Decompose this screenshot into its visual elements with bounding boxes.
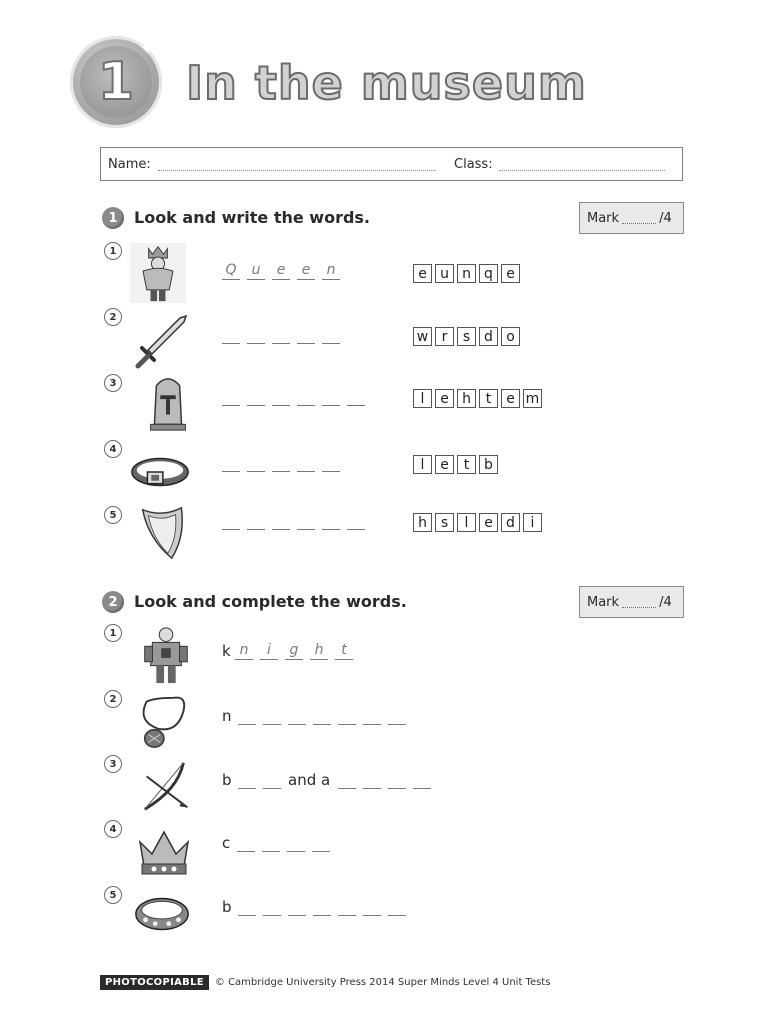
s2-item-4-number: 4 <box>104 820 122 838</box>
letter-box: e <box>501 264 520 283</box>
answer-letter: n <box>235 643 253 660</box>
crown-icon <box>134 822 194 882</box>
section-1-badge: 1 <box>102 207 124 229</box>
answer-letter: t <box>335 643 353 660</box>
footer <box>100 975 550 990</box>
s2-item-3-middle: and a <box>288 771 331 789</box>
letter-box: s <box>435 513 454 532</box>
s2-item-5-prefix: b <box>222 898 232 916</box>
sparkle-icon: ✦ <box>140 38 156 59</box>
letter-box: d <box>479 327 498 346</box>
letter-box: l <box>413 389 432 408</box>
s1-item-5-scrambled <box>413 513 542 532</box>
s2-item-1-prefix: k <box>222 642 231 660</box>
mark-score-field[interactable] <box>622 213 656 224</box>
s1-item-3-answer[interactable] <box>222 389 365 406</box>
letter-box: h <box>413 513 432 532</box>
s2-item-5-answer[interactable] <box>238 899 406 916</box>
answer-letter: i <box>260 643 278 660</box>
answer-letter: u <box>247 263 265 280</box>
s1-item-1-number: 1 <box>104 242 122 260</box>
section-2-instruction: Look and complete the words. <box>134 592 407 611</box>
s1-item-2-scrambled <box>413 327 520 346</box>
letter-box: i <box>523 513 542 532</box>
bracelet-icon <box>132 884 192 944</box>
s2-item-4-answer[interactable] <box>237 835 330 852</box>
section-2-badge: 2 <box>102 591 124 613</box>
answer-letter: h <box>310 643 328 660</box>
shield-icon <box>132 502 192 562</box>
copyright-text: © Cambridge University Press 2014 Super Minds Level 4 Unit Tests <box>214 977 551 988</box>
letter-box: e <box>435 389 454 408</box>
letter-box: e <box>501 389 520 408</box>
section-1-instruction: Look and write the words. <box>134 208 371 227</box>
s2-item-3-answer-1[interactable] <box>238 772 281 789</box>
page-title: In the museum <box>186 56 587 110</box>
letter-box: n <box>457 264 476 283</box>
letter-box: w <box>413 327 432 346</box>
mark-total: /4 <box>659 210 672 226</box>
name-label: Name: <box>108 157 151 172</box>
s1-item-3-scrambled <box>413 389 542 408</box>
answer-letter: Q <box>222 263 240 280</box>
name-field[interactable] <box>158 170 436 171</box>
letter-box: e <box>413 264 432 283</box>
unit-number: 1 <box>97 52 135 112</box>
bow-and-arrow-icon <box>136 757 196 817</box>
s1-item-5-answer[interactable] <box>222 513 365 530</box>
s1-item-3-number: 3 <box>104 374 122 392</box>
queen-icon <box>128 243 188 303</box>
mark-label: Mark <box>587 210 620 226</box>
class-label: Class: <box>454 157 493 172</box>
s2-item-2-answer[interactable] <box>238 708 406 725</box>
photocopiable-badge: PHOTOCOPIABLE <box>100 975 209 990</box>
letter-box: b <box>479 455 498 474</box>
section-1-mark-box <box>579 202 684 234</box>
answer-letter: n <box>322 263 340 280</box>
name-class-box <box>100 147 683 181</box>
letter-box: e <box>479 513 498 532</box>
s2-item-3-prefix: b <box>222 771 232 789</box>
answer-letter: g <box>285 643 303 660</box>
knight-icon <box>136 625 196 685</box>
letter-box: s <box>457 327 476 346</box>
s2-item-1-answer[interactable] <box>235 643 353 660</box>
s2-item-3-number: 3 <box>104 755 122 773</box>
answer-letter: e <box>297 263 315 280</box>
letter-box: l <box>413 455 432 474</box>
mark-total: /4 <box>659 594 672 610</box>
letter-box: u <box>435 264 454 283</box>
s1-item-4-answer[interactable] <box>222 455 340 472</box>
letter-box: l <box>457 513 476 532</box>
letter-box: m <box>523 389 542 408</box>
helmet-icon <box>138 374 198 434</box>
letter-box: h <box>457 389 476 408</box>
s1-item-2-answer[interactable] <box>222 327 340 344</box>
s1-item-1-scrambled <box>413 264 520 283</box>
sword-icon <box>130 312 190 372</box>
s2-item-4-prefix: c <box>222 834 231 852</box>
letter-box: t <box>479 389 498 408</box>
s1-item-1-answer[interactable] <box>222 263 340 280</box>
s2-item-5-number: 5 <box>104 886 122 904</box>
class-field[interactable] <box>499 170 665 171</box>
s2-item-3-answer-2[interactable] <box>338 772 431 789</box>
necklace-icon <box>134 692 194 752</box>
s1-item-4-number: 4 <box>104 440 122 458</box>
letter-box: r <box>435 327 454 346</box>
s1-item-4-scrambled <box>413 455 498 474</box>
letter-box: t <box>457 455 476 474</box>
s1-item-5-number: 5 <box>104 506 122 524</box>
s1-item-2-number: 2 <box>104 308 122 326</box>
answer-letter: e <box>272 263 290 280</box>
belt-icon <box>130 442 190 502</box>
letter-box: e <box>435 455 454 474</box>
mark-score-field[interactable] <box>622 597 656 608</box>
s2-item-2-prefix: n <box>222 707 232 725</box>
s2-item-2-number: 2 <box>104 690 122 708</box>
letter-box: d <box>501 513 520 532</box>
letter-box: q <box>479 264 498 283</box>
mark-label: Mark <box>587 594 620 610</box>
s2-item-1-number: 1 <box>104 624 122 642</box>
letter-box: o <box>501 327 520 346</box>
section-2-mark-box <box>579 586 684 618</box>
